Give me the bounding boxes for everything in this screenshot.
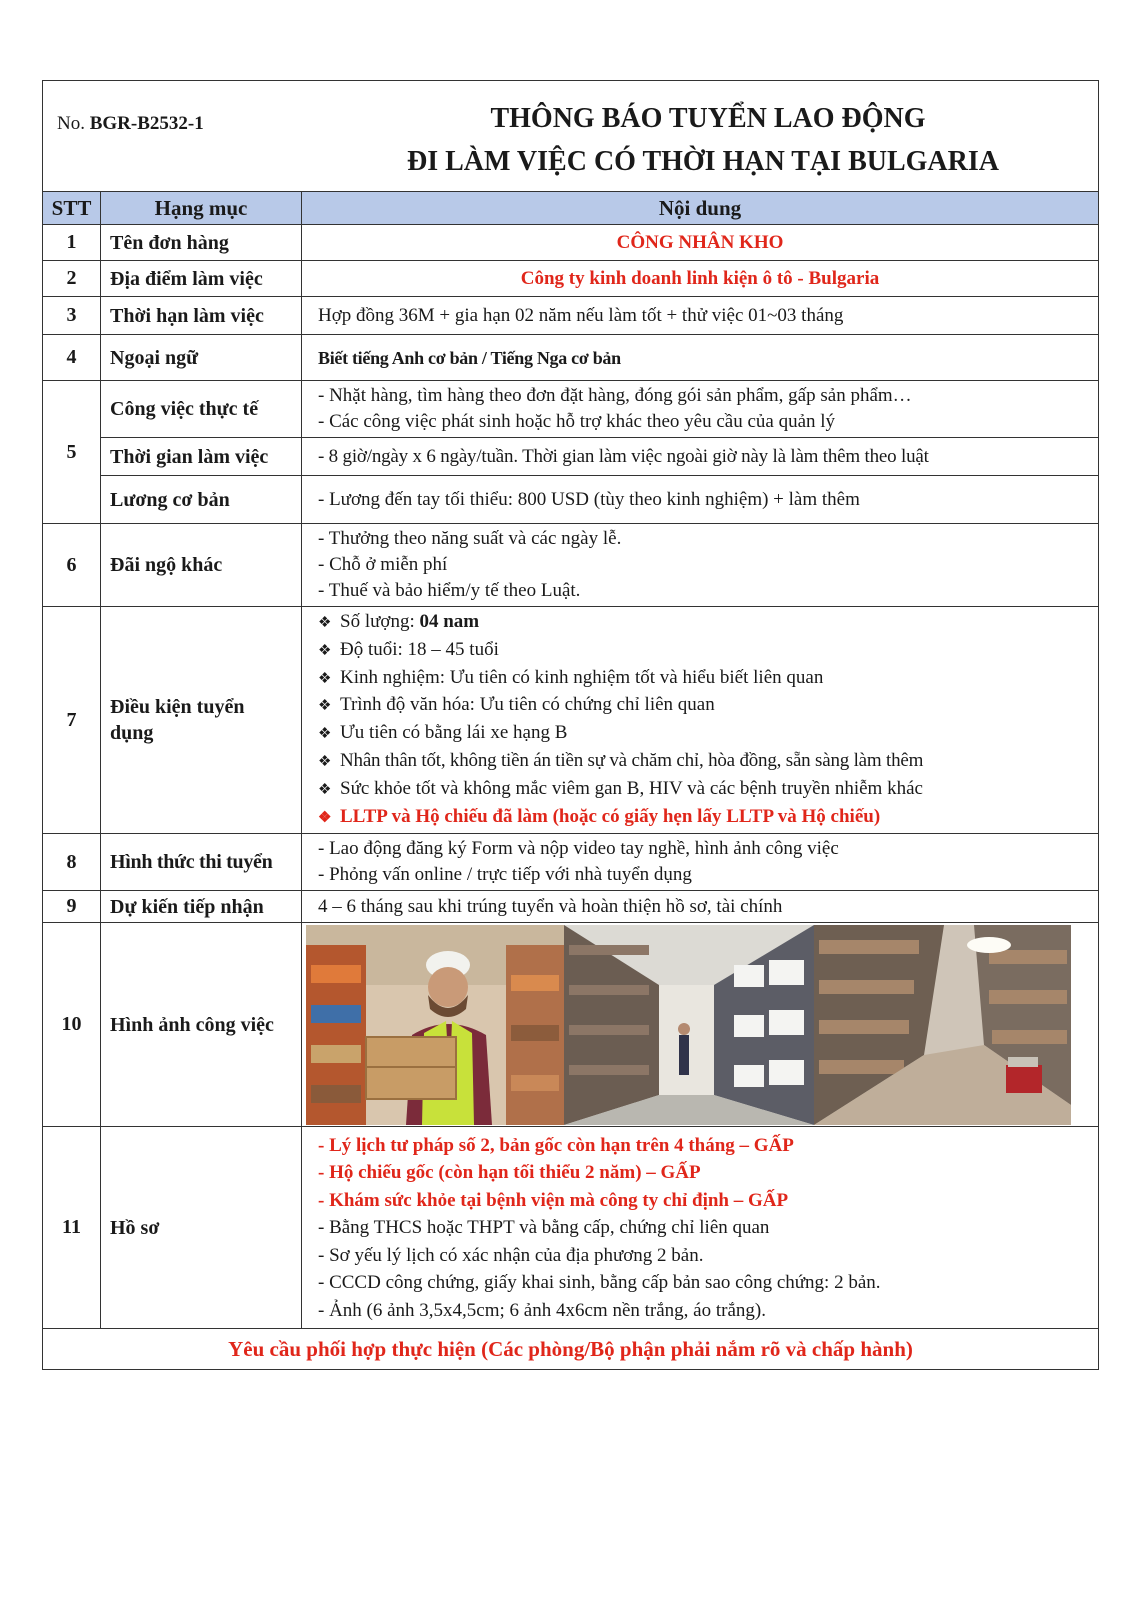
title-line-2: ĐI LÀM VIỆC CÓ THỜI HẠN TẠI BULGARIA [407, 146, 999, 177]
row-category: Hồ sơ [101, 1127, 302, 1329]
diamond-bullet-icon: ❖ [318, 615, 332, 631]
title-line-1: THÔNG BÁO TUYỂN LAO ĐỘNG [490, 103, 926, 134]
page-title [343, 97, 1063, 183]
row-content: Biết tiếng Anh cơ bản / Tiếng Nga cơ bản [302, 335, 1099, 381]
diamond-bullet-icon: ❖ [318, 781, 332, 798]
diamond-bullet-icon: ❖ [318, 809, 332, 826]
bullet-item [318, 804, 1082, 832]
header-row [43, 81, 1099, 192]
row-content [302, 923, 1099, 1127]
row-number: 5 [43, 381, 101, 524]
notice-table [42, 80, 1099, 1370]
content-line-urgent: - Khám sức khỏe tại bệnh viện mà công ty chỉ định – GẤP [318, 1189, 789, 1211]
content-line: - Bằng THCS hoặc THPT và bằng cấp, chứng chỉ liên quan [318, 1217, 770, 1239]
diamond-bullet-icon: ❖ [318, 753, 332, 770]
row-content: 4 – 6 tháng sau khi trúng tuyển và hoàn thiện hồ sơ, tài chính [302, 891, 1099, 923]
row-category: Địa điểm làm việc [101, 261, 302, 297]
footer-row [43, 1329, 1099, 1370]
table-row [43, 225, 1099, 261]
bullet-text: Sức khỏe tốt và không mắc viêm gan B, HIV và các bệnh truyền nhiễm khác [340, 777, 923, 799]
row-category: Hình ảnh công việc [101, 923, 302, 1127]
warehouse-worker-photo [306, 925, 564, 1125]
row-number: 7 [43, 607, 101, 834]
row-category [101, 607, 302, 834]
bullet-item [318, 637, 1082, 665]
row-number: 6 [43, 524, 101, 607]
warehouse-shelves-photo [814, 925, 1071, 1125]
row-content: CÔNG NHÂN KHO [302, 225, 1099, 261]
bullet-item [318, 609, 1082, 637]
table-row [43, 476, 1099, 524]
bullet-text: Độ tuổi: 18 – 45 tuổi [340, 638, 499, 660]
row-content: - 8 giờ/ngày x 6 ngày/tuần. Thời gian làm việc ngoài giờ này là làm thêm theo luật [302, 438, 1099, 476]
row-content: Công ty kinh doanh linh kiện ô tô - Bulgaria [302, 261, 1099, 297]
content-line: - CCCD công chứng, giấy khai sinh, bằng cấp bản sao công chứng: 2 bản. [318, 1272, 881, 1294]
content-line-urgent: - Hộ chiếu gốc (còn hạn tối thiểu 2 năm) – GẤP [318, 1162, 701, 1184]
bullet-text: Trình độ văn hóa: Ưu tiên có chứng chỉ liên quan [340, 694, 715, 716]
table-row [43, 607, 1099, 834]
document-number [57, 113, 204, 135]
row-content [302, 607, 1099, 834]
row-content [302, 834, 1099, 891]
table-row [43, 524, 1099, 607]
category-line: dụng [110, 722, 154, 745]
row-category: Tên đơn hàng [101, 225, 302, 261]
table-row [43, 381, 1099, 438]
content-line-urgent: - Lý lịch tư pháp số 2, bản gốc còn hạn trên 4 tháng – GẤP [318, 1134, 794, 1156]
quantity-value: 04 nam [419, 611, 480, 632]
row-number: 8 [43, 834, 101, 891]
quantity-label: Số lượng: [340, 611, 420, 632]
recruitment-notice [42, 80, 1098, 1370]
row-category: Hình thức thi tuyển [101, 834, 302, 891]
row-category: Thời hạn làm việc [101, 297, 302, 335]
row-number: 3 [43, 297, 101, 335]
row-number: 11 [43, 1127, 101, 1329]
bullet-item [318, 720, 1082, 748]
row-content: Hợp đồng 36M + gia hạn 02 năm nếu làm tốt + thử việc 01~03 tháng [302, 297, 1099, 335]
table-row [43, 1127, 1099, 1329]
content-line: - Thuế và bảo hiểm/y tế theo Luật. [318, 580, 581, 601]
row-category: Ngoại ngữ [101, 335, 302, 381]
content-line: - Các công việc phát sinh hoặc hỗ trợ khác theo yêu cầu của quản lý [318, 411, 836, 432]
content-line: - Chỗ ở miễn phí [318, 554, 448, 575]
table-row [43, 834, 1099, 891]
warehouse-aisle-photo [564, 925, 814, 1125]
category-line: Điều kiện tuyển [110, 696, 245, 719]
content-line: - Nhặt hàng, tìm hàng theo đơn đặt hàng, đóng gói sản phẩm, gấp sản phẩm… [318, 385, 912, 406]
table-row [43, 335, 1099, 381]
row-content [302, 524, 1099, 607]
row-content: - Lương đến tay tối thiểu: 800 USD (tùy theo kinh nghiệm) + làm thêm [302, 476, 1099, 524]
row-number: 2 [43, 261, 101, 297]
column-header-stt: STT [43, 192, 101, 225]
content-line: - Ảnh (6 ảnh 3,5x4,5cm; 6 ảnh 4x6cm nền trắng, áo trắng). [318, 1299, 766, 1321]
table-row [43, 923, 1099, 1127]
content-line: - Phỏng vấn online / trực tiếp với nhà tuyển dụng [318, 864, 692, 886]
row-category: Dự kiến tiếp nhận [101, 891, 302, 923]
content-line: - Thưởng theo năng suất và các ngày lễ. [318, 528, 622, 549]
column-header-row [43, 192, 1099, 225]
content-line: - Sơ yếu lý lịch có xác nhận của địa phương 2 bản. [318, 1244, 704, 1266]
bullet-text: Nhân thân tốt, không tiền án tiền sự và chăm chỉ, hòa đồng, sẵn sàng làm thêm [340, 749, 924, 771]
row-category: Thời gian làm việc [101, 438, 302, 476]
bullet-item [318, 665, 1082, 693]
footer-note: Yêu cầu phối hợp thực hiện (Các phòng/Bộ phận phải nắm rõ và chấp hành) [43, 1329, 1099, 1370]
column-header-category: Hạng mục [101, 192, 302, 225]
diamond-bullet-icon: ❖ [318, 726, 332, 743]
doc-no-prefix: No. [57, 113, 85, 134]
bullet-text-highlight: LLTP và Hộ chiếu đã làm (hoặc có giấy hẹn lấy LLTP và Hộ chiếu) [340, 805, 881, 827]
column-header-content: Nội dung [302, 192, 1099, 225]
bullet-item [318, 748, 1082, 776]
row-number: 9 [43, 891, 101, 923]
row-content [302, 381, 1099, 438]
bullet-item [318, 692, 1082, 720]
row-number: 10 [43, 923, 101, 1127]
diamond-bullet-icon: ❖ [318, 642, 332, 659]
work-photos [306, 925, 1097, 1125]
diamond-bullet-icon: ❖ [318, 670, 332, 687]
table-row [43, 297, 1099, 335]
bullet-text: Ưu tiên có bằng lái xe hạng B [340, 722, 568, 744]
row-number: 1 [43, 225, 101, 261]
row-number: 4 [43, 335, 101, 381]
table-row [43, 261, 1099, 297]
table-row [43, 891, 1099, 923]
row-category: Lương cơ bản [101, 476, 302, 524]
table-row [43, 438, 1099, 476]
header-cell [43, 81, 1099, 192]
row-category: Công việc thực tế [101, 381, 302, 438]
bullet-text: Kinh nghiệm: Ưu tiên có kinh nghiệm tốt và hiểu biết liên quan [340, 666, 824, 688]
row-content [302, 1127, 1099, 1329]
diamond-bullet-icon: ❖ [318, 698, 332, 715]
bullet-item [318, 776, 1082, 804]
row-category: Đãi ngộ khác [101, 524, 302, 607]
content-line: - Lao động đăng ký Form và nộp video tay nghề, hình ảnh công việc [318, 838, 839, 860]
doc-no-value: BGR-B2532-1 [89, 113, 204, 134]
